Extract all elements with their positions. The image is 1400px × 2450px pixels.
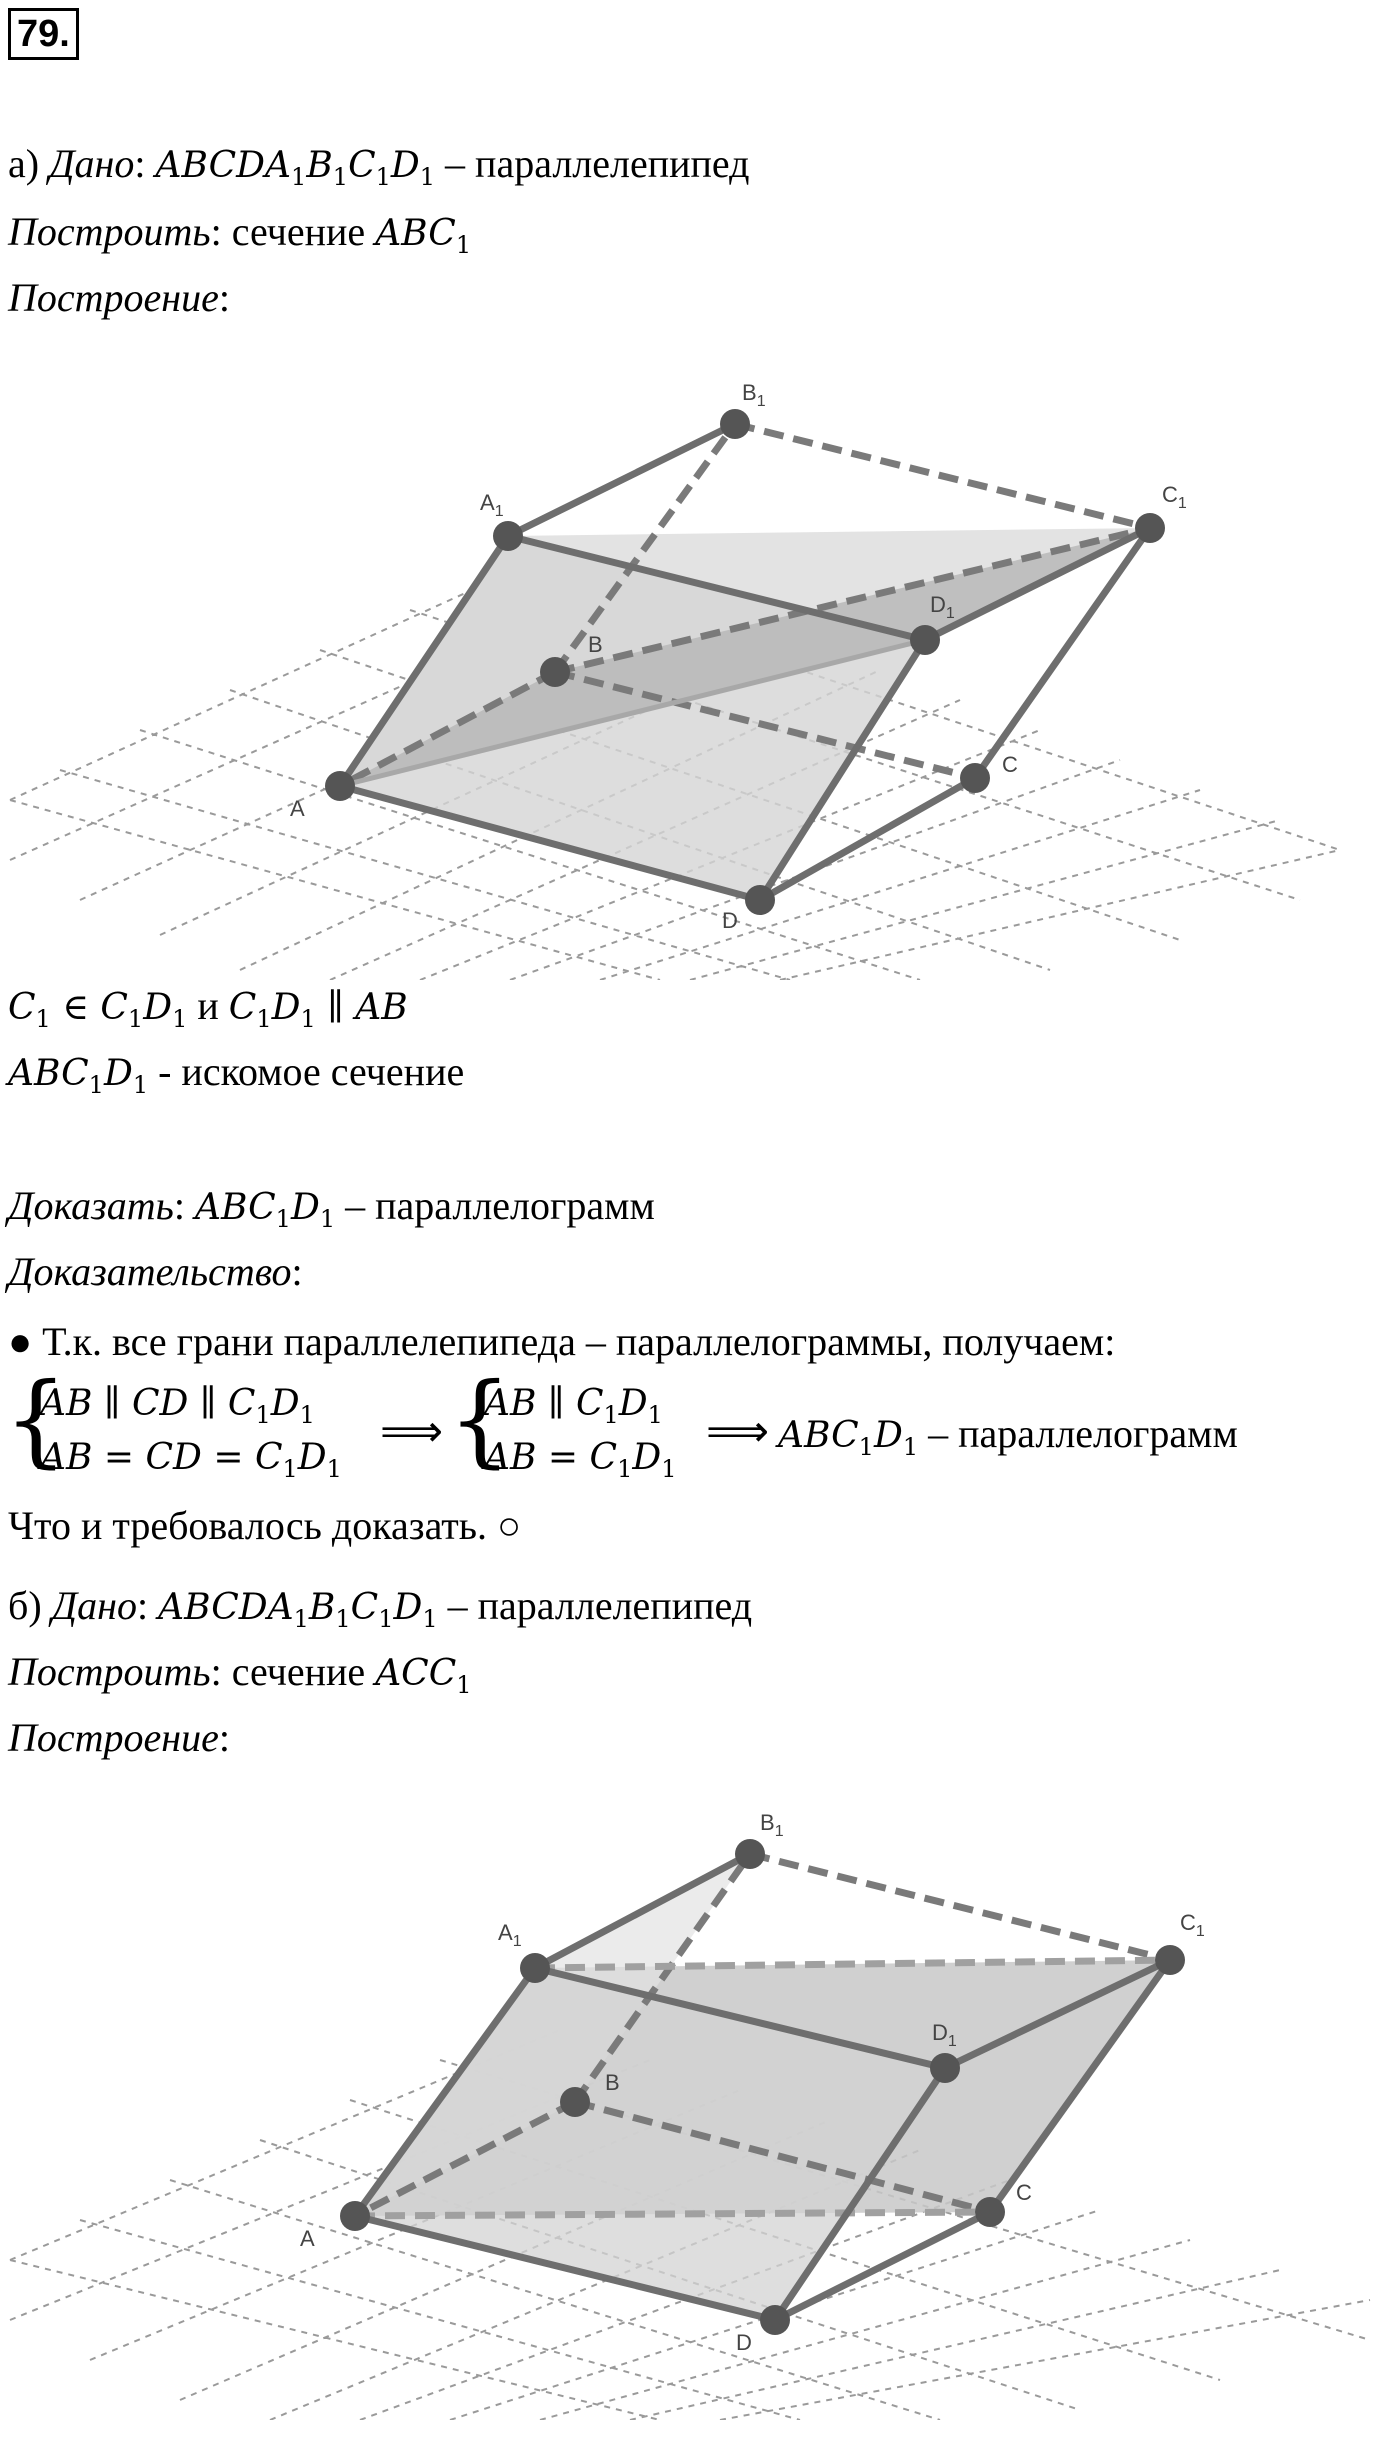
part-prefix: а) [8, 141, 40, 186]
brace-right: { [448, 1361, 512, 1478]
label-a: A [300, 2226, 315, 2251]
construction-label: Построение [8, 1715, 219, 1760]
formula: $ABC_1$ [375, 213, 472, 260]
formula: $ACC_1$ [375, 1653, 472, 1700]
formula: $ABC_1D_1$ [194, 1187, 336, 1234]
construct-line-a: Построить: сечение $ABC_1$ [8, 209, 472, 260]
label-d1: $D_1$ [930, 592, 955, 622]
sys-row-2: AB = CD = $C_1D_1$ [40, 1437, 342, 1484]
label-c1: $C_1$ [1180, 1910, 1205, 1940]
implies-arrow: ⟹ [706, 1406, 770, 1457]
prove-line: Доказать: $ABC_1D_1$ – параллелограмм [8, 1183, 655, 1234]
label-c: C [1016, 2180, 1032, 2205]
construct-text: сечение [231, 1649, 366, 1694]
implies-arrow: ⟹ [380, 1406, 444, 1457]
proof-label: Доказательство [8, 1249, 292, 1294]
prove-rest: – параллелограмм [345, 1183, 655, 1228]
given-line-b: б) Дано: $ABCDA_1B_1C_1D_1$ – параллелепипед [8, 1583, 753, 1634]
sys-row-4: AB = $C_1D_1$ [484, 1437, 677, 1484]
label-a1: $A_1$ [480, 490, 504, 520]
parallelepiped-figure-a [0, 380, 1400, 980]
prove-label: Доказать [8, 1183, 174, 1228]
formula: $ABC_1D_1$ [8, 1053, 149, 1100]
given-label: Дано [49, 141, 135, 186]
construction-label: Построение [8, 275, 219, 320]
sys-row-3: AB ∥ $C_1D_1$ [484, 1383, 663, 1430]
given-line-a: а) Дано: $ABCDA_1B_1C_1D_1$ – параллелепипед [8, 141, 750, 192]
qed-line: Что и требовалось доказать. ○ [8, 1503, 522, 1548]
label-b: B [605, 2070, 620, 2095]
problem-number: 79. [8, 8, 79, 60]
construct-line-b: Построить: сечение $ACC_1$ [8, 1649, 472, 1700]
label-b: B [588, 632, 603, 657]
statement-line-1 [8, 982, 408, 1043]
formula: $C_1$ ∈ $C_1D_1$ [8, 987, 188, 1034]
construct-label: Построить [8, 1649, 211, 1694]
sys-row-1: AB ∥ CD ∥ $C_1D_1$ [40, 1383, 315, 1430]
label-d: D [722, 908, 738, 933]
construct-text: сечение [231, 209, 366, 254]
section-result: - искомое сечение [158, 1049, 465, 1094]
label-a1: $A_1$ [498, 1920, 522, 1950]
label-d1: $D_1$ [932, 2020, 957, 2050]
label-d: D [736, 2330, 752, 2355]
parallelepiped-figure-b [0, 1800, 1400, 2420]
statement-line-2 [8, 1048, 464, 1109]
construction-label-b: Построение: [8, 1715, 231, 1760]
label-b1: $B_1$ [760, 1810, 784, 1840]
conclusion-rest: – параллелограмм [928, 1411, 1238, 1456]
construction-label-a: Построение: [8, 275, 231, 320]
formula: $ABCDA_1B_1C_1D_1$ [158, 1587, 438, 1634]
brace-left: { [4, 1361, 68, 1478]
construct-label: Построить [8, 209, 211, 254]
label-c1: $C_1$ [1162, 482, 1187, 512]
formula: $ABC_1D_1$ [778, 1415, 919, 1462]
and-word: и [197, 983, 219, 1028]
part-prefix: б) [8, 1583, 42, 1628]
label-a: A [290, 796, 305, 821]
proof-line: ● Т.к. все грани параллелепипеда – параллелограммы, получаем: [8, 1319, 1116, 1364]
given-rest: – параллелепипед [447, 1583, 753, 1628]
formula: $C_1D_1$ ∥ AB [228, 987, 408, 1034]
formula: $ABCDA_1B_1C_1D_1$ [155, 145, 436, 192]
given-label: Дано [51, 1583, 137, 1628]
label-b1: $B_1$ [742, 380, 766, 410]
label-c: C [1002, 752, 1018, 777]
given-rest: – параллелепипед [445, 141, 750, 186]
proof-label-line: Доказательство: [8, 1249, 303, 1294]
conclusion [778, 1410, 1238, 1471]
